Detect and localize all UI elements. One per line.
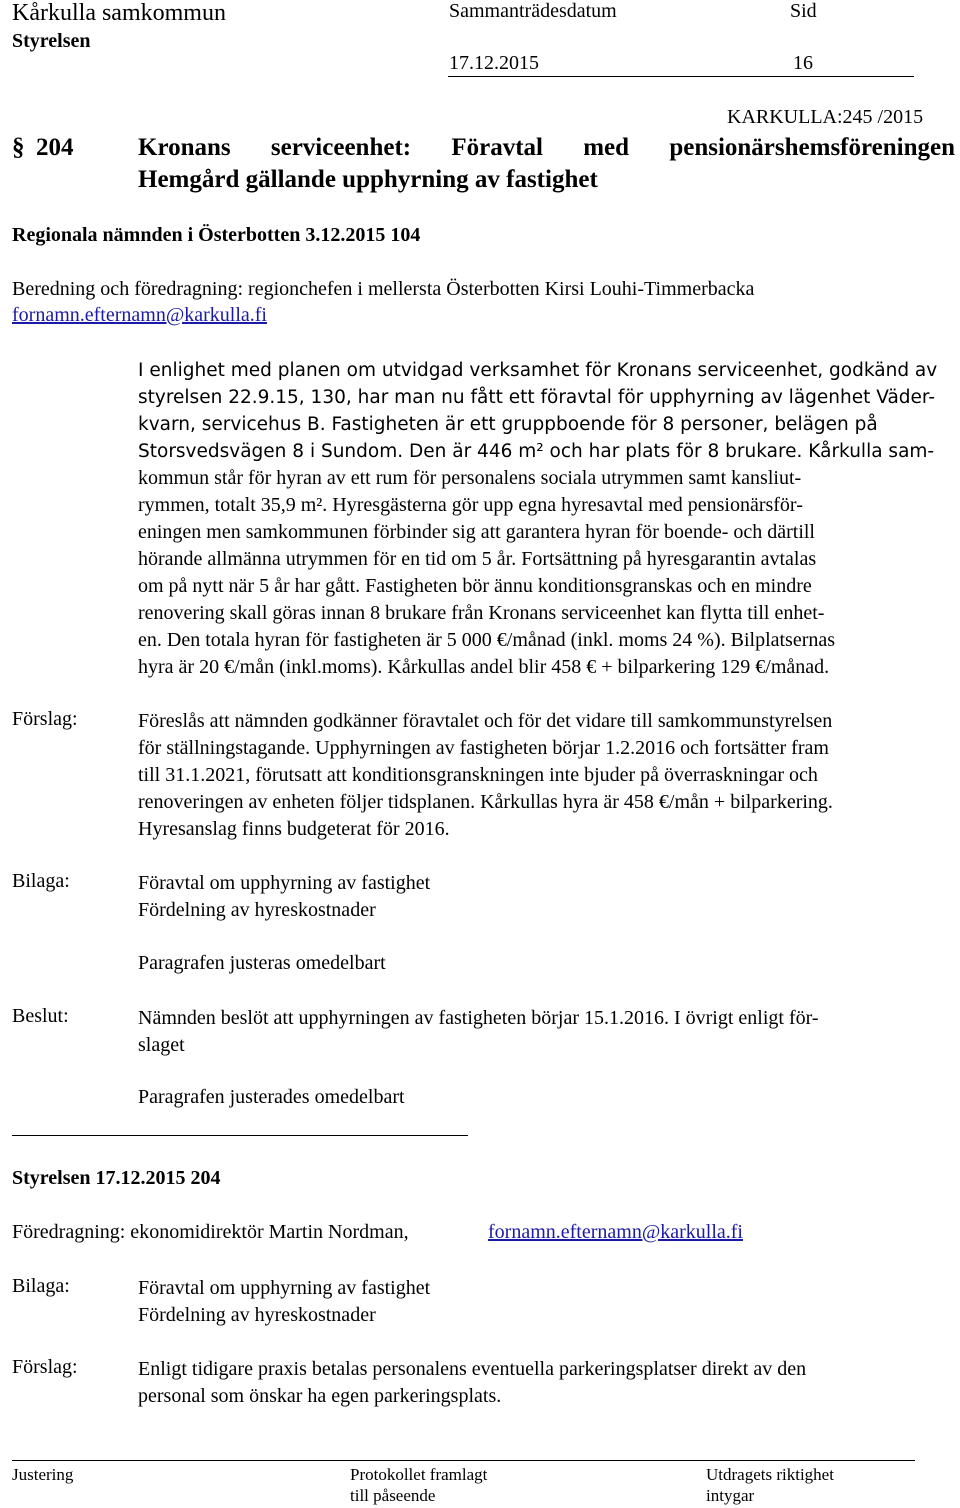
case-reference: KARKULLA:245 /2015 — [727, 106, 924, 128]
board-proposal-label: Förslag: — [12, 1356, 78, 1378]
regional-body-line: rymmen, totalt 35,9 m². Hyresgästerna gör upp egna hyresavtal med pensionärsför- — [138, 494, 803, 516]
board-attachments-label: Bilaga: — [12, 1275, 70, 1297]
regional-proposal-line: till 31.1.2021, förutsatt att konditionsgranskningen inte bjuder på överraskningar och — [138, 764, 818, 786]
board-proposal-line: personal som önskar ha egen parkeringsplats. — [138, 1385, 502, 1407]
regional-body-line: en. Den totala hyran för fastigheten är 5 000 €/månad (inkl. moms 24 %). Bilplatsernas — [138, 629, 836, 651]
regional-proposal — [138, 708, 833, 843]
attachment-item: Föravtal om upphyrning av fastighet — [138, 1277, 431, 1299]
regional-attachments — [138, 870, 430, 924]
regional-proposal-line: för ställningstagande. Upphyrningen av fastigheten börjar 1.2.2016 och fortsätter fram — [138, 737, 829, 759]
decision-line: Nämnden beslöt att upphyrningen av fastigheten börjar 15.1.2016. I övrigt enligt för- — [138, 1007, 819, 1029]
regional-email-link[interactable]: fornamn.efternamn@karkulla.fi — [12, 304, 267, 326]
regional-body — [138, 357, 937, 465]
section-symbol: § — [12, 134, 25, 161]
section-number: 204 — [36, 134, 74, 161]
regional-body-line: renovering skall göras innan 8 brukare från Kronans serviceenhet kan flytta till enhet- — [138, 602, 825, 624]
regional-body-line: hörande allmänna utrymmen för en tid om 5 år. Fortsättning på hyresgarantin avtalas — [138, 548, 817, 570]
regional-decision — [138, 1005, 819, 1059]
regional-justified-note: Paragrafen justerades omedelbart — [138, 1086, 405, 1108]
regional-body-line: I enlighet med planen om utvidgad verksamhet för Kronans serviceenhet, godkänd av — [138, 360, 938, 381]
footer-extract-line1: Utdragets riktighet — [706, 1465, 834, 1484]
footer-protocol-line2: till påseende — [350, 1486, 436, 1505]
regional-body-line: eningen men samkommunen förbinder sig att garantera hyran för boende- och därtill — [138, 521, 815, 543]
regional-body-line: kommun står för hyran av ett rum för personalens sociala utrymmen samt kansliut- — [138, 467, 802, 489]
footer-protocol-line1: Protokollet framlagt — [350, 1465, 488, 1484]
board-attachments — [138, 1275, 430, 1329]
regional-body-line: styrelsen 22.9.15, 130, har man nu fått ett föravtal för upphyrning av lägenhet Väder- — [138, 387, 936, 408]
attachment-item: Fördelning av hyreskostnader — [138, 1304, 376, 1326]
attachment-item: Fördelning av hyreskostnader — [138, 899, 376, 921]
regional-body-line: om på nytt när 5 år har gått. Fastigheten bör ännu konditionsgranskas och en mindre — [138, 575, 812, 597]
regional-attachments-label: Bilaga: — [12, 870, 70, 892]
footer-extract-line2: intygar — [706, 1486, 755, 1505]
meeting-date-label: Sammanträdesdatum — [449, 0, 617, 22]
board-preparer: Föredragning: ekonomidirektör Martin Nordman, — [12, 1221, 409, 1243]
regional-heading: Regionala nämnden i Österbotten 3.12.2015 104 — [12, 224, 421, 246]
section-divider — [12, 1135, 468, 1136]
regional-proposal-line: Föreslås att nämnden godkänner föravtalet och för det vidare till samkommunstyrelsen — [138, 710, 833, 732]
regional-proposal-line: Hyresanslag finns budgeterat för 2016. — [138, 818, 450, 840]
page-label: Sid — [790, 0, 817, 22]
regional-body-line: Storsvedsvägen 8 i Sundom. Den är 446 m² och har plats för 8 brukare. Kårkulla sam- — [138, 441, 935, 462]
regional-preparer: Beredning och föredragning: regionchefen i mellersta Österbotten Kirsi Louhi-Timmerbacka — [12, 278, 755, 300]
regional-proposal-label: Förslag: — [12, 708, 78, 730]
meeting-date: 17.12.2015 — [449, 52, 539, 74]
footer-justering: Justering — [12, 1465, 74, 1484]
section-title-line2: Hemgård gällande upphyrning av fastighet — [138, 166, 598, 193]
regional-justify-note: Paragrafen justeras omedelbart — [138, 952, 386, 974]
board-email-link[interactable]: fornamn.efternamn@karkulla.fi — [488, 1221, 743, 1243]
board-heading: Styrelsen 17.12.2015 204 — [12, 1167, 221, 1189]
attachment-item: Föravtal om upphyrning av fastighet — [138, 872, 431, 894]
regional-body-cont — [138, 465, 835, 681]
body-name: Styrelsen — [12, 30, 91, 52]
regional-body-line: hyra är 20 €/mån (inkl.moms). Kårkullas andel blir 458 € + bilparkering 129 €/månad. — [138, 656, 830, 678]
regional-proposal-line: renoveringen av enheten följer tidsplanen. Kårkullas hyra är 458 €/mån + bilparkering. — [138, 791, 833, 813]
header-rule — [448, 76, 914, 77]
footer-rule — [12, 1460, 915, 1461]
page-number: 16 — [793, 52, 813, 74]
organization-name: Kårkulla samkommun — [12, 0, 226, 26]
board-proposal — [138, 1356, 806, 1410]
section-title-line1: Kronans serviceenhet: Föravtal med pensionärshemsföreningen — [138, 134, 955, 161]
regional-body-line: kvarn, servicehus B. Fastigheten är ett gruppboende för 8 personer, belägen på — [138, 414, 878, 435]
board-proposal-line: Enligt tidigare praxis betalas personalens eventuella parkeringsplatser direkt av den — [138, 1358, 807, 1380]
decision-line: slaget — [138, 1034, 185, 1056]
regional-decision-label: Beslut: — [12, 1005, 69, 1027]
